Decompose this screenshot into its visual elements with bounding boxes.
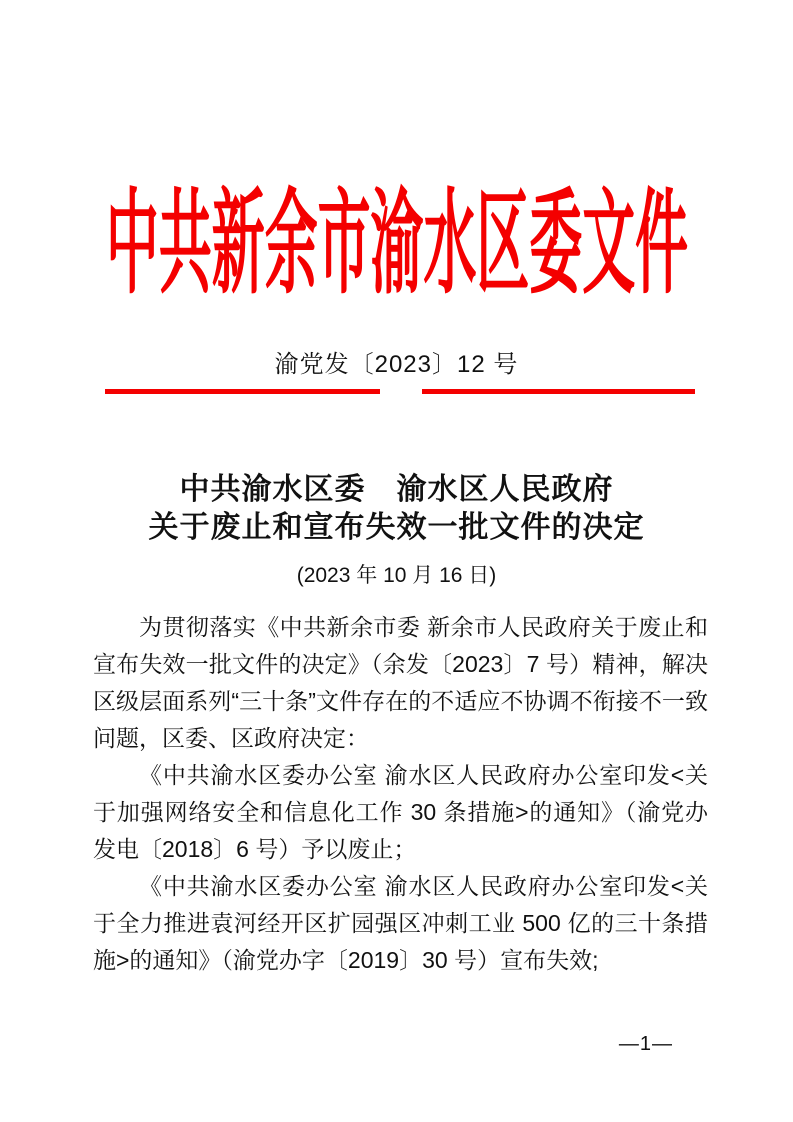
title-line-1: 中共渝水区委 渝水区人民政府 xyxy=(179,473,614,506)
title-line-2: 关于废止和宣布失效一批文件的决定 xyxy=(148,511,645,544)
red-rule-left-segment xyxy=(105,389,380,394)
red-divider-rule xyxy=(105,389,695,394)
body-paragraph: 《中共渝水区委办公室 渝水区人民政府办公室印发<关于全力推进袁河经开区扩园强区冲刺工业 500 亿的三十条措施>的通知》（渝党办字〔2019〕30 号）宣布失效; xyxy=(93,873,708,973)
document-title xyxy=(0,471,793,547)
banner-title: 中共新余市渝水区委文件 xyxy=(105,175,688,310)
red-rule-right-segment xyxy=(422,389,695,394)
page-number: —1— xyxy=(618,1033,673,1055)
document-number: 渝党发〔2023〕12 号 xyxy=(274,351,519,378)
document-date: (2023 年 10 月 16 日) xyxy=(296,564,497,587)
document-body xyxy=(93,609,708,979)
red-header-banner xyxy=(0,175,793,310)
body-paragraph: 为贯彻落实《中共新余市委 新余市人民政府关于废止和宣布失效一批文件的决定》（余发〔2023〕7 号）精神，解决区级层面系列“三十条”文件存在的不适应不协调不衔接不一致问题，区委、区政府决定： xyxy=(93,614,708,751)
red-rule-center-gap xyxy=(380,389,422,394)
body-paragraph: 《中共渝水区委办公室 渝水区人民政府办公室印发<关于加强网络安全和信息化工作 30 条措施>的通知》（渝党办发电〔2018〕6 号）予以废止； xyxy=(93,762,708,862)
